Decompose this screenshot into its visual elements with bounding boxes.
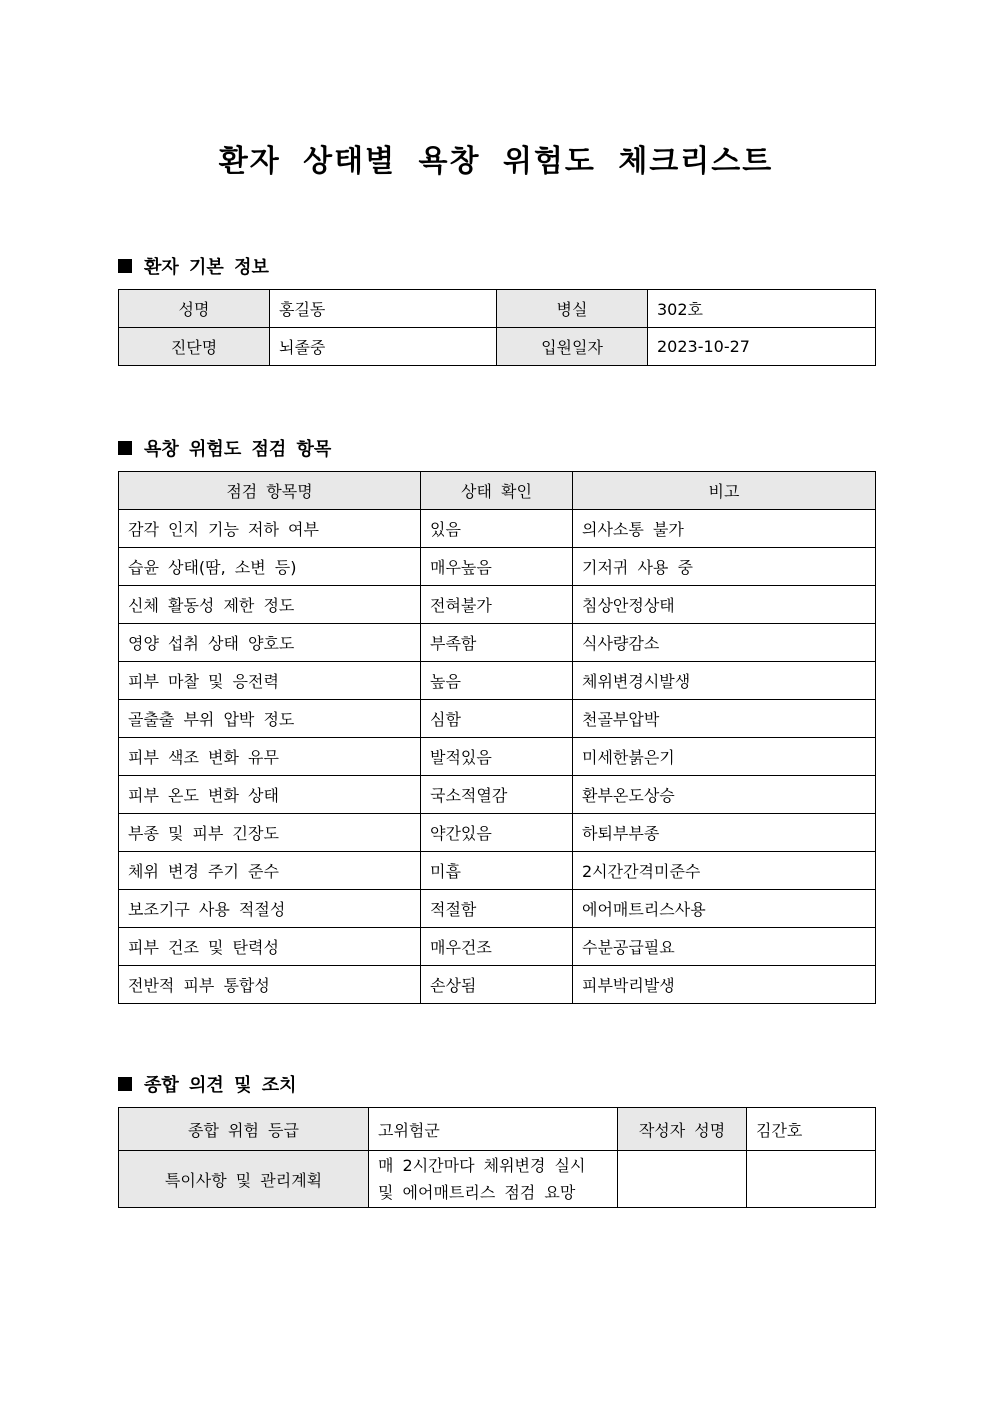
remarks-cell: 환부온도상승 bbox=[573, 776, 876, 814]
square-bullet-icon bbox=[118, 259, 132, 273]
notes-label: 특이사항 및 관리계획 bbox=[119, 1151, 369, 1208]
admission-date-value: 2023-10-27 bbox=[648, 328, 876, 366]
item-cell: 피부 마찰 및 응전력 bbox=[119, 662, 421, 700]
item-cell: 보조기구 사용 적절성 bbox=[119, 890, 421, 928]
empty-cell bbox=[747, 1151, 876, 1208]
remarks-cell: 미세한붉은기 bbox=[573, 738, 876, 776]
summary-table bbox=[118, 1107, 876, 1208]
notes-line: 및 에어매트리스 점검 요망 bbox=[378, 1183, 576, 1202]
status-cell: 미흡 bbox=[421, 852, 573, 890]
table-row bbox=[119, 966, 876, 1004]
empty-cell bbox=[618, 1151, 747, 1208]
admission-date-label: 입원일자 bbox=[497, 328, 648, 366]
square-bullet-icon bbox=[118, 441, 132, 455]
table-row bbox=[119, 814, 876, 852]
remarks-cell: 기저귀 사용 중 bbox=[573, 548, 876, 586]
notes-line: 매 2시간마다 체위변경 실시 bbox=[378, 1156, 586, 1175]
table-row bbox=[119, 586, 876, 624]
item-cell: 부종 및 피부 긴장도 bbox=[119, 814, 421, 852]
diagnosis-label: 진단명 bbox=[119, 328, 270, 366]
section-title: 욕창 위험도 점검 항목 bbox=[144, 439, 332, 460]
table-row bbox=[119, 738, 876, 776]
table-row bbox=[119, 624, 876, 662]
table-row bbox=[119, 328, 876, 366]
room-value: 302호 bbox=[648, 290, 876, 328]
item-cell: 체위 변경 주기 준수 bbox=[119, 852, 421, 890]
remarks-cell: 피부박리발생 bbox=[573, 966, 876, 1004]
diagnosis-value: 뇌졸중 bbox=[270, 328, 497, 366]
table-row bbox=[119, 548, 876, 586]
table-row bbox=[119, 1108, 876, 1151]
room-label: 병실 bbox=[497, 290, 648, 328]
column-header-remarks: 비고 bbox=[573, 472, 876, 510]
document-title: 환자 상태별 욕창 위험도 체크리스트 bbox=[218, 144, 774, 179]
table-row bbox=[119, 852, 876, 890]
status-cell: 부족함 bbox=[421, 624, 573, 662]
status-cell: 약간있음 bbox=[421, 814, 573, 852]
section-heading-basic-info bbox=[118, 253, 269, 279]
status-cell: 손상됨 bbox=[421, 966, 573, 1004]
remarks-cell: 천골부압박 bbox=[573, 700, 876, 738]
remarks-cell: 수분공급필요 bbox=[573, 928, 876, 966]
item-cell: 습윤 상태(땀, 소변 등) bbox=[119, 548, 421, 586]
table-row bbox=[119, 776, 876, 814]
status-cell: 전혀불가 bbox=[421, 586, 573, 624]
section-title: 환자 기본 정보 bbox=[144, 257, 269, 278]
remarks-cell: 식사량감소 bbox=[573, 624, 876, 662]
remarks-cell: 의사소통 불가 bbox=[573, 510, 876, 548]
table-row bbox=[119, 928, 876, 966]
author-label: 작성자 성명 bbox=[618, 1108, 747, 1151]
risk-grade-label: 종합 위험 등급 bbox=[119, 1108, 369, 1151]
author-value: 김간호 bbox=[747, 1108, 876, 1151]
table-row bbox=[119, 510, 876, 548]
name-label: 성명 bbox=[119, 290, 270, 328]
item-cell: 감각 인지 기능 저하 여부 bbox=[119, 510, 421, 548]
status-cell: 있음 bbox=[421, 510, 573, 548]
section-title: 종합 의견 및 조치 bbox=[144, 1075, 297, 1096]
item-cell: 영양 섭취 상태 양호도 bbox=[119, 624, 421, 662]
table-row bbox=[119, 662, 876, 700]
remarks-cell: 체위변경시발생 bbox=[573, 662, 876, 700]
section-heading-checklist bbox=[118, 435, 331, 461]
square-bullet-icon bbox=[118, 1077, 132, 1091]
item-cell: 피부 건조 및 탄력성 bbox=[119, 928, 421, 966]
status-cell: 매우높음 bbox=[421, 548, 573, 586]
status-cell: 심함 bbox=[421, 700, 573, 738]
table-header-row bbox=[119, 472, 876, 510]
item-cell: 골출출 부위 압박 정도 bbox=[119, 700, 421, 738]
notes-value bbox=[369, 1151, 618, 1208]
section-heading-summary bbox=[118, 1071, 297, 1097]
risk-checklist-table bbox=[118, 471, 876, 1004]
patient-info-table bbox=[118, 289, 876, 366]
remarks-cell: 하퇴부부종 bbox=[573, 814, 876, 852]
table-row bbox=[119, 700, 876, 738]
status-cell: 국소적열감 bbox=[421, 776, 573, 814]
item-cell: 피부 색조 변화 유무 bbox=[119, 738, 421, 776]
table-row bbox=[119, 1151, 876, 1208]
remarks-cell: 2시간간격미준수 bbox=[573, 852, 876, 890]
column-header-item: 점검 항목명 bbox=[119, 472, 421, 510]
item-cell: 전반적 피부 통합성 bbox=[119, 966, 421, 1004]
status-cell: 매우건조 bbox=[421, 928, 573, 966]
item-cell: 신체 활동성 제한 정도 bbox=[119, 586, 421, 624]
status-cell: 발적있음 bbox=[421, 738, 573, 776]
status-cell: 높음 bbox=[421, 662, 573, 700]
name-value: 홍길동 bbox=[270, 290, 497, 328]
remarks-cell: 에어매트리스사용 bbox=[573, 890, 876, 928]
table-row bbox=[119, 890, 876, 928]
status-cell: 적절함 bbox=[421, 890, 573, 928]
remarks-cell: 침상안정상태 bbox=[573, 586, 876, 624]
risk-grade-value: 고위험군 bbox=[369, 1108, 618, 1151]
item-cell: 피부 온도 변화 상태 bbox=[119, 776, 421, 814]
column-header-status: 상태 확인 bbox=[421, 472, 573, 510]
table-row bbox=[119, 290, 876, 328]
